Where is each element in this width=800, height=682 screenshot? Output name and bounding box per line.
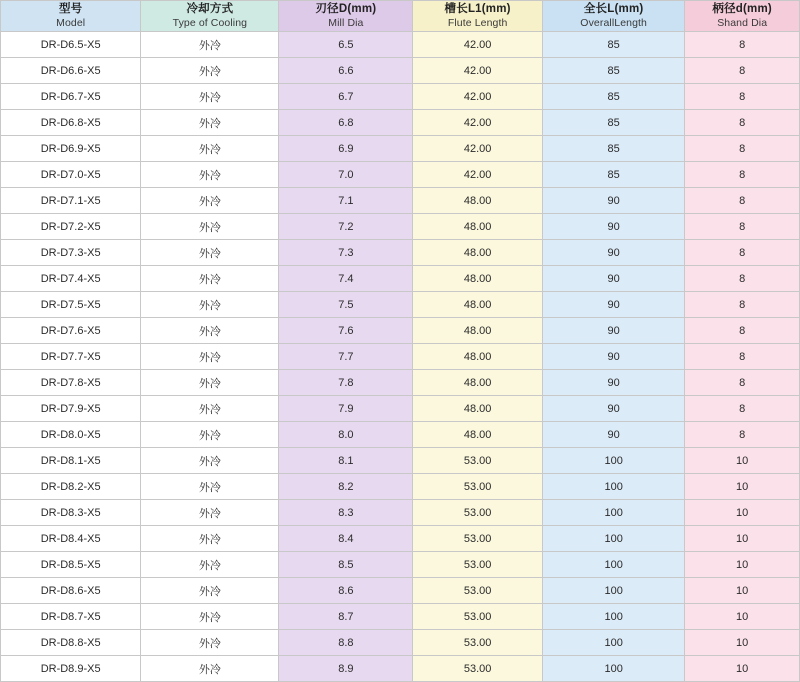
cell-overall-length: 100 [542,604,684,630]
cell-mill-dia: 8.7 [279,604,413,630]
column-header-cooling [141,1,279,32]
cell-cooling: 外冷 [141,188,279,214]
cell-model: DR-D7.4-X5 [1,266,141,292]
cell-cooling: 外冷 [141,526,279,552]
cell-flute-length: 42.00 [413,162,543,188]
table-row [1,526,800,552]
table-row [1,344,800,370]
cell-model: DR-D8.1-X5 [1,448,141,474]
cell-overall-length: 85 [542,162,684,188]
cell-overall-length: 85 [542,84,684,110]
cell-mill-dia: 6.9 [279,136,413,162]
cell-shank-dia: 8 [685,32,800,58]
cell-shank-dia: 8 [685,266,800,292]
table-row [1,110,800,136]
cell-cooling: 外冷 [141,604,279,630]
cell-cooling: 外冷 [141,474,279,500]
cell-shank-dia: 8 [685,240,800,266]
table-row [1,422,800,448]
cell-overall-length: 90 [542,318,684,344]
header-row [1,1,800,32]
cell-model: DR-D7.2-X5 [1,214,141,240]
table-row [1,552,800,578]
cell-cooling: 外冷 [141,552,279,578]
cell-shank-dia: 8 [685,396,800,422]
column-header-model [1,1,141,32]
cell-shank-dia: 8 [685,344,800,370]
cell-overall-length: 90 [542,396,684,422]
cell-mill-dia: 6.6 [279,58,413,84]
cell-cooling: 外冷 [141,32,279,58]
cell-overall-length: 100 [542,526,684,552]
cell-mill-dia: 8.5 [279,552,413,578]
cell-cooling: 外冷 [141,370,279,396]
table-row [1,474,800,500]
cell-flute-length: 53.00 [413,448,543,474]
cell-flute-length: 48.00 [413,396,543,422]
cell-cooling: 外冷 [141,318,279,344]
cell-flute-length: 42.00 [413,58,543,84]
column-header-flute-length-cn: 槽长L1(mm) [444,3,511,16]
column-header-flute-length-en: Flute Length [447,16,508,29]
table-row [1,84,800,110]
cell-flute-length: 48.00 [413,292,543,318]
cell-overall-length: 90 [542,188,684,214]
column-header-model-cn: 型号 [58,3,83,16]
cell-shank-dia: 8 [685,318,800,344]
cell-shank-dia: 8 [685,110,800,136]
cell-cooling: 外冷 [141,344,279,370]
column-header-shank-dia [685,1,800,32]
cell-overall-length: 100 [542,448,684,474]
cell-cooling: 外冷 [141,162,279,188]
cell-flute-length: 53.00 [413,474,543,500]
cell-model: DR-D7.6-X5 [1,318,141,344]
cell-cooling: 外冷 [141,630,279,656]
cell-mill-dia: 8.0 [279,422,413,448]
cell-overall-length: 90 [542,292,684,318]
cell-flute-length: 53.00 [413,630,543,656]
column-header-shank-dia-en: Shand Dia [717,16,768,29]
cell-shank-dia: 10 [685,500,800,526]
cell-mill-dia: 7.8 [279,370,413,396]
cell-mill-dia: 8.4 [279,526,413,552]
cell-cooling: 外冷 [141,110,279,136]
cell-mill-dia: 8.1 [279,448,413,474]
cell-overall-length: 90 [542,422,684,448]
table-row [1,240,800,266]
cell-mill-dia: 7.6 [279,318,413,344]
cell-model: DR-D8.5-X5 [1,552,141,578]
cell-shank-dia: 8 [685,58,800,84]
cell-shank-dia: 8 [685,84,800,110]
cell-overall-length: 85 [542,58,684,84]
cell-flute-length: 48.00 [413,214,543,240]
table-row [1,604,800,630]
cell-shank-dia: 10 [685,474,800,500]
table-row [1,58,800,84]
cell-overall-length: 100 [542,500,684,526]
cell-cooling: 外冷 [141,266,279,292]
cell-flute-length: 42.00 [413,32,543,58]
cell-flute-length: 42.00 [413,84,543,110]
cell-shank-dia: 8 [685,292,800,318]
cell-model: DR-D8.3-X5 [1,500,141,526]
cell-flute-length: 53.00 [413,604,543,630]
column-header-overall-length-en: OverallLength [580,16,647,29]
cell-mill-dia: 7.1 [279,188,413,214]
cell-flute-length: 48.00 [413,422,543,448]
cell-model: DR-D8.0-X5 [1,422,141,448]
cell-shank-dia: 10 [685,630,800,656]
cell-mill-dia: 8.8 [279,630,413,656]
cell-mill-dia: 8.6 [279,578,413,604]
cell-model: DR-D7.8-X5 [1,370,141,396]
column-header-mill-dia-en: Mill Dia [328,16,364,29]
cell-flute-length: 48.00 [413,370,543,396]
cell-cooling: 外冷 [141,448,279,474]
cell-shank-dia: 10 [685,578,800,604]
cell-mill-dia: 6.7 [279,84,413,110]
cell-shank-dia: 10 [685,552,800,578]
column-header-flute-length [413,1,543,32]
cell-model: DR-D6.5-X5 [1,32,141,58]
cell-cooling: 外冷 [141,500,279,526]
table-row [1,136,800,162]
cell-overall-length: 90 [542,214,684,240]
cell-cooling: 外冷 [141,58,279,84]
cell-shank-dia: 8 [685,370,800,396]
column-header-mill-dia-cn: 刃径D(mm) [315,3,377,16]
cell-mill-dia: 7.4 [279,266,413,292]
cell-shank-dia: 8 [685,188,800,214]
cell-model: DR-D8.8-X5 [1,630,141,656]
cell-flute-length: 53.00 [413,526,543,552]
table-header [1,1,800,32]
table-row [1,292,800,318]
cell-shank-dia: 8 [685,136,800,162]
table-row [1,500,800,526]
cell-overall-length: 90 [542,266,684,292]
cell-shank-dia: 8 [685,214,800,240]
cell-flute-length: 48.00 [413,344,543,370]
cell-model: DR-D7.9-X5 [1,396,141,422]
cell-mill-dia: 8.2 [279,474,413,500]
cell-shank-dia: 8 [685,162,800,188]
cell-mill-dia: 7.2 [279,214,413,240]
column-header-cooling-cn: 冷却方式 [186,3,234,16]
cell-shank-dia: 10 [685,604,800,630]
table-row [1,656,800,682]
cell-model: DR-D6.9-X5 [1,136,141,162]
cell-overall-length: 90 [542,344,684,370]
cell-overall-length: 90 [542,240,684,266]
cell-mill-dia: 8.3 [279,500,413,526]
cell-model: DR-D7.3-X5 [1,240,141,266]
table-row [1,448,800,474]
table-row [1,32,800,58]
cell-model: DR-D6.7-X5 [1,84,141,110]
cell-mill-dia: 7.9 [279,396,413,422]
cell-flute-length: 53.00 [413,500,543,526]
cell-overall-length: 100 [542,552,684,578]
cell-flute-length: 48.00 [413,318,543,344]
cell-flute-length: 42.00 [413,136,543,162]
cell-overall-length: 100 [542,578,684,604]
column-header-mill-dia [279,1,413,32]
cell-cooling: 外冷 [141,84,279,110]
table-row [1,188,800,214]
table-row [1,214,800,240]
cell-model: DR-D8.6-X5 [1,578,141,604]
cell-mill-dia: 8.9 [279,656,413,682]
cell-shank-dia: 10 [685,448,800,474]
cell-model: DR-D7.5-X5 [1,292,141,318]
cell-overall-length: 85 [542,136,684,162]
table-row [1,266,800,292]
cell-model: DR-D8.9-X5 [1,656,141,682]
cell-shank-dia: 8 [685,422,800,448]
table-row [1,396,800,422]
cell-cooling: 外冷 [141,240,279,266]
cell-model: DR-D8.7-X5 [1,604,141,630]
column-header-cooling-en: Type of Cooling [172,16,248,29]
cell-model: DR-D8.4-X5 [1,526,141,552]
cell-flute-length: 48.00 [413,188,543,214]
cell-overall-length: 85 [542,32,684,58]
column-header-model-en: Model [56,16,86,29]
cell-overall-length: 100 [542,474,684,500]
cell-cooling: 外冷 [141,396,279,422]
cell-cooling: 外冷 [141,656,279,682]
cell-cooling: 外冷 [141,422,279,448]
cell-flute-length: 53.00 [413,578,543,604]
cell-overall-length: 100 [542,630,684,656]
cell-flute-length: 53.00 [413,552,543,578]
cell-mill-dia: 7.5 [279,292,413,318]
column-header-overall-length [542,1,684,32]
cell-shank-dia: 10 [685,656,800,682]
cell-mill-dia: 7.7 [279,344,413,370]
cell-model: DR-D7.7-X5 [1,344,141,370]
cell-mill-dia: 6.5 [279,32,413,58]
cell-model: DR-D7.0-X5 [1,162,141,188]
table-row [1,162,800,188]
cell-flute-length: 48.00 [413,266,543,292]
table-row [1,630,800,656]
column-header-overall-length-cn: 全长L(mm) [583,3,644,16]
cell-model: DR-D7.1-X5 [1,188,141,214]
column-header-shank-dia-cn: 柄径d(mm) [712,3,772,16]
cell-overall-length: 90 [542,370,684,396]
cell-mill-dia: 6.8 [279,110,413,136]
table-row [1,578,800,604]
cell-cooling: 外冷 [141,136,279,162]
cell-mill-dia: 7.0 [279,162,413,188]
cell-model: DR-D6.8-X5 [1,110,141,136]
cell-cooling: 外冷 [141,292,279,318]
table-row [1,318,800,344]
cell-flute-length: 48.00 [413,240,543,266]
cell-flute-length: 53.00 [413,656,543,682]
cell-model: DR-D8.2-X5 [1,474,141,500]
table-body [1,32,800,682]
cell-overall-length: 100 [542,656,684,682]
cell-flute-length: 42.00 [413,110,543,136]
table-row [1,370,800,396]
cell-overall-length: 85 [542,110,684,136]
cell-model: DR-D6.6-X5 [1,58,141,84]
cell-shank-dia: 10 [685,526,800,552]
cell-mill-dia: 7.3 [279,240,413,266]
cell-cooling: 外冷 [141,214,279,240]
cell-cooling: 外冷 [141,578,279,604]
